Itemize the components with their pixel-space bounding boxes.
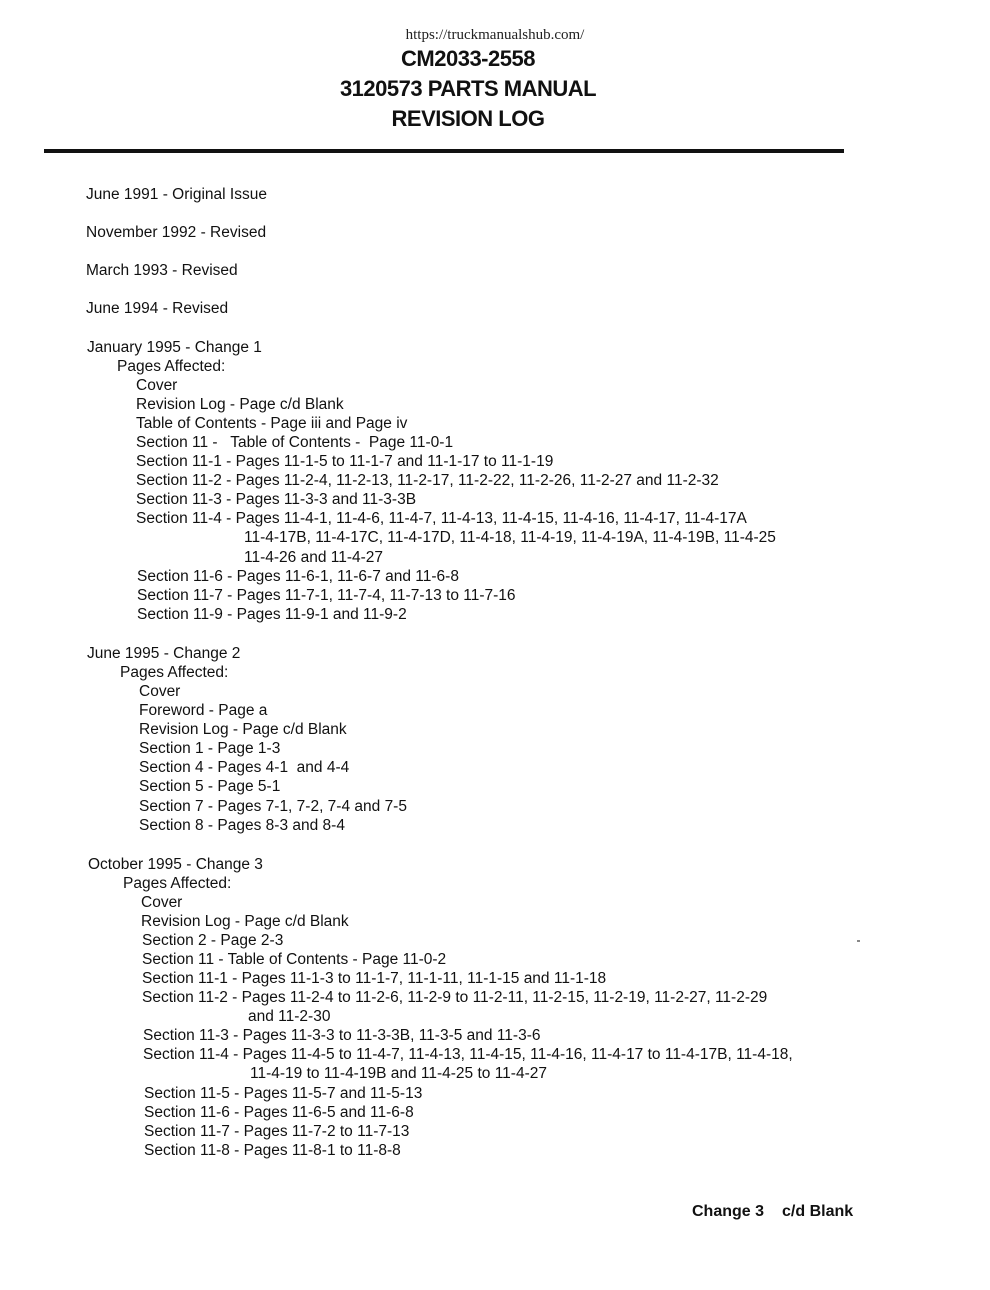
affected-item: Section 11-3 - Pages 11-3-3 and 11-3-3B bbox=[136, 491, 417, 508]
affected-item-continued: 11-4-26 and 11-4-27 bbox=[244, 549, 384, 566]
affected-item: Section 4 - Pages 4-1 and 4-4 bbox=[139, 759, 350, 776]
revision-date: November 1992 - Revised bbox=[86, 224, 267, 241]
pages-affected-label: Pages Affected: bbox=[123, 875, 232, 892]
affected-item: Cover bbox=[139, 683, 181, 700]
affected-item: Section 11-1 - Pages 11-1-3 to 11-1-7, 11-1-11, 11-1-15 and 11-1-18 bbox=[142, 970, 607, 987]
affected-item: Revision Log - Page c/d Blank bbox=[139, 721, 347, 738]
affected-item-continued: and 11-2-30 bbox=[248, 1008, 331, 1025]
affected-item: Section 11-6 - Pages 11-6-5 and 11-6-8 bbox=[144, 1104, 414, 1121]
footer-change: Change 3 bbox=[692, 1203, 765, 1220]
affected-item: Foreword - Page a bbox=[139, 702, 268, 719]
affected-item: Section 11-2 - Pages 11-2-4 to 11-2-6, 11-2-9 to 11-2-11, 11-2-15, 11-2-19, 11-2-27, 11-2-29 bbox=[142, 989, 768, 1006]
affected-item: Section 7 - Pages 7-1, 7-2, 7-4 and 7-5 bbox=[139, 798, 407, 815]
page-title: REVISION LOG bbox=[391, 106, 545, 131]
revision-date: October 1995 - Change 3 bbox=[88, 856, 263, 873]
affected-item: Section 11-5 - Pages 11-5-7 and 11-5-13 bbox=[144, 1085, 423, 1102]
pages-affected-label: Pages Affected: bbox=[117, 358, 226, 375]
affected-item: Section 5 - Page 5-1 bbox=[139, 778, 281, 795]
affected-item: Section 11-9 - Pages 11-9-1 and 11-9-2 bbox=[137, 606, 407, 623]
affected-item: Section 11-4 - Pages 11-4-1, 11-4-6, 11-4-7, 11-4-13, 11-4-15, 11-4-16, 11-4-17, 11-4-17A bbox=[136, 510, 747, 527]
affected-item-continued: 11-4-17B, 11-4-17C, 11-4-17D, 11-4-18, 11-4-19, 11-4-19A, 11-4-19B, 11-4-25 bbox=[244, 529, 776, 546]
pages-affected-label: Pages Affected: bbox=[120, 664, 229, 681]
revision-date: June 1994 - Revised bbox=[86, 300, 229, 317]
affected-item: Section 11-6 - Pages 11-6-1, 11-6-7 and 11-6-8 bbox=[137, 568, 459, 585]
affected-item: Cover bbox=[141, 894, 183, 911]
affected-item: Table of Contents - Page iii and Page iv bbox=[136, 415, 408, 432]
revision-date: March 1993 - Revised bbox=[86, 262, 238, 279]
manual-title: 3120573 PARTS MANUAL bbox=[339, 76, 597, 101]
title-block bbox=[0, 44, 936, 134]
affected-item: Section 1 - Page 1-3 bbox=[139, 740, 281, 757]
document-number: CM2033-2558 bbox=[401, 46, 535, 71]
footer-page: c/d Blank bbox=[782, 1203, 854, 1220]
affected-item: Cover bbox=[136, 377, 178, 394]
revision-date: June 1995 - Change 2 bbox=[87, 645, 241, 662]
affected-item: Revision Log - Page c/d Blank bbox=[136, 396, 344, 413]
affected-item: Section 11 - Table of Contents - Page 11-0-2 bbox=[142, 951, 447, 968]
affected-item: Section 11-4 - Pages 11-4-5 to 11-4-7, 11-4-13, 11-4-15, 11-4-16, 11-4-17 to 11-4-17B, 11-4-18, bbox=[143, 1046, 793, 1063]
affected-item: Section 11-8 - Pages 11-8-1 to 11-8-8 bbox=[144, 1142, 401, 1159]
affected-item: Revision Log - Page c/d Blank bbox=[141, 913, 349, 930]
affected-item: Section 11 - Table of Contents - Page 11-0-1 bbox=[136, 434, 454, 451]
scan-speck bbox=[857, 940, 860, 942]
source-url: https://truckmanualshub.com/ bbox=[405, 27, 585, 43]
affected-item: Section 11-7 - Pages 11-7-2 to 11-7-13 bbox=[144, 1123, 410, 1140]
affected-item: Section 11-3 - Pages 11-3-3 to 11-3-3B, 11-3-5 and 11-3-6 bbox=[143, 1027, 541, 1044]
page-footer bbox=[692, 1203, 853, 1221]
affected-item: Section 11-7 - Pages 11-7-1, 11-7-4, 11-7-13 to 11-7-16 bbox=[137, 587, 516, 604]
affected-item: Section 8 - Pages 8-3 and 8-4 bbox=[139, 817, 345, 834]
header-rule bbox=[44, 149, 844, 153]
affected-item: Section 11-1 - Pages 11-1-5 to 11-1-7 and 11-1-17 to 11-1-19 bbox=[136, 453, 554, 470]
affected-item-continued: 11-4-19 to 11-4-19B and 11-4-25 to 11-4-27 bbox=[250, 1065, 547, 1082]
affected-item: Section 2 - Page 2-3 bbox=[142, 932, 284, 949]
affected-item: Section 11-2 - Pages 11-2-4, 11-2-13, 11-2-17, 11-2-22, 11-2-26, 11-2-27 and 11-2-32 bbox=[136, 472, 719, 489]
revision-date: June 1991 - Original Issue bbox=[86, 186, 267, 203]
revision-date: January 1995 - Change 1 bbox=[87, 339, 262, 356]
